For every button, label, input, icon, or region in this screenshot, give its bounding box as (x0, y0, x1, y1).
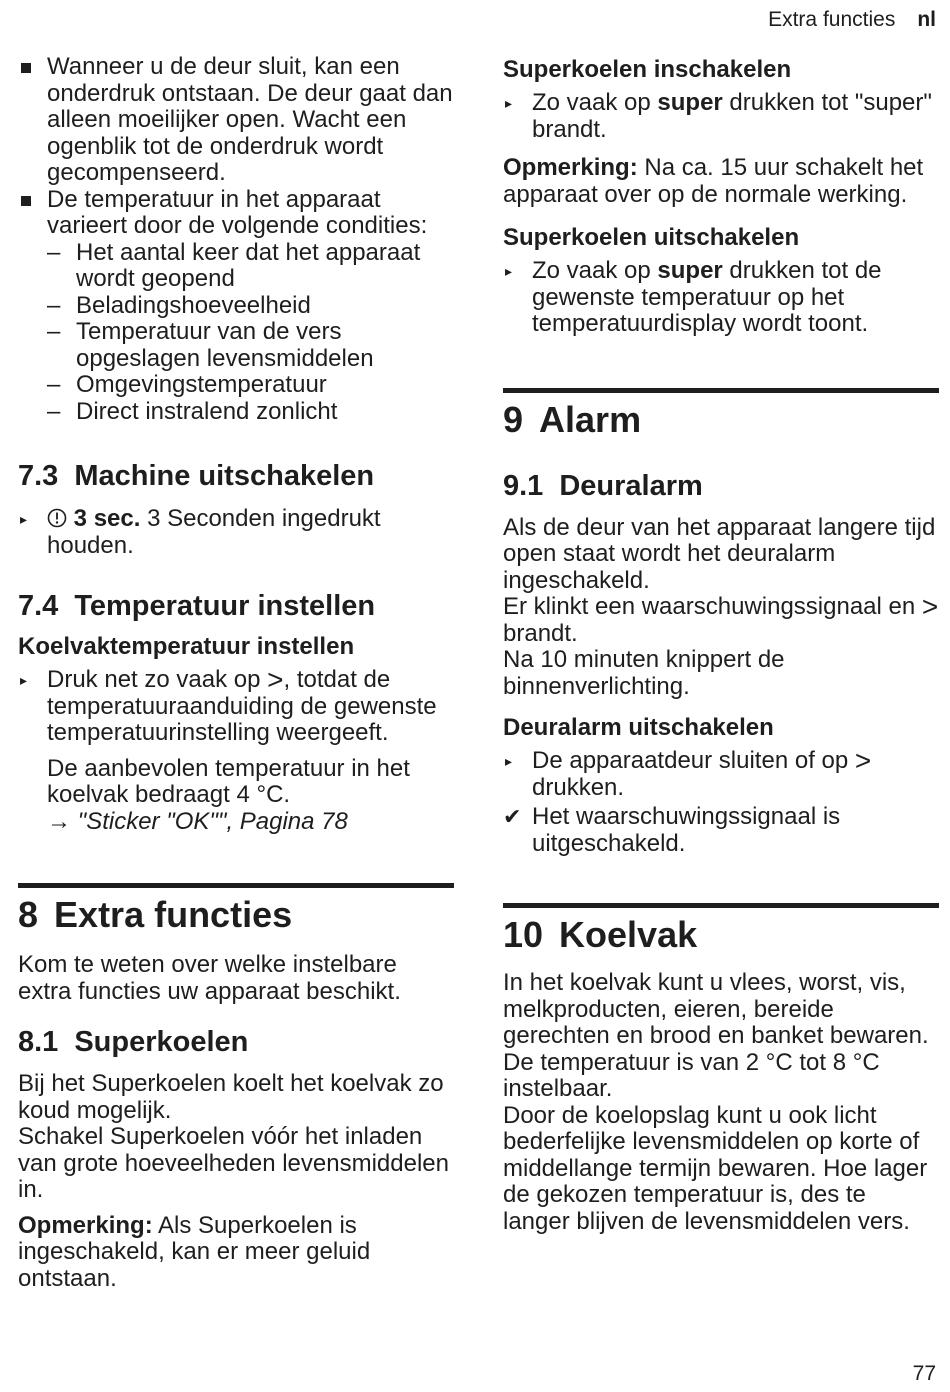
section-title: Temperatuur instellen (74, 590, 376, 622)
step-door-alarm-off (503, 745, 939, 801)
section-number: 7.4 (18, 590, 59, 622)
chevron-right-icon: > (267, 664, 284, 695)
recommended-temperature-note: De aanbevolen temperatuur in het koelvak bedraagt 4 °C. (47, 754, 410, 808)
paragraph: Na 10 minuten knippert de binnenverlichting. (503, 646, 785, 700)
step-switch-off (18, 506, 454, 559)
timer-icon (47, 508, 67, 528)
section-8-1-heading (18, 1025, 454, 1059)
note-label: Opmerking: (503, 154, 638, 181)
super-button-label: super (657, 257, 723, 284)
paragraph: Door de koelopslag kunt u ook licht bederfelijke levensmiddelen op korte of middellange termijn bewaren. Hoe lager de gekozen temperatuur is, des te langer blijven de levensmiddelen vers. (503, 1101, 928, 1235)
section-number: 9.1 (503, 469, 544, 502)
note-label: Opmerking: (18, 1211, 153, 1239)
triangle-step-icon: ▸ (20, 672, 28, 688)
chapter-title: Alarm (539, 398, 642, 440)
triangle-step-icon: ▸ (505, 753, 513, 769)
step-text: Druk net zo vaak op (47, 666, 268, 693)
conditions-list (18, 240, 454, 426)
chapter-title: Koelvak (559, 914, 698, 955)
chapter-10-heading (503, 903, 939, 956)
paragraph: De temperatuur is van 2 °C tot 8 °C instelbaar. (503, 1048, 880, 1102)
step-text: Zo vaak op (532, 89, 658, 116)
note-paragraph (18, 1213, 454, 1293)
section-9-1-heading (503, 469, 939, 503)
section-number: 7.3 (18, 460, 59, 492)
paragraph: In het koelvak kunt u vlees, worst, vis, melkproducten, eieren, bereide gerechten en brood en banket bewaren. (503, 969, 929, 1049)
chapter-title: Extra functies (54, 894, 293, 935)
step-superkoelen-off (503, 258, 939, 338)
paragraph-text: Er klinkt een waarschuwingssignaal en (503, 593, 922, 620)
step-text: , totdat de temperatuuraanduiding de gewenste temperatuurinstelling weergeeft. (47, 666, 437, 746)
step-text: De apparaatdeur sluiten of op (532, 747, 855, 774)
subheading-superkoelen-off: Superkoelen uitschakelen (503, 224, 800, 251)
page-number: 77 (912, 1362, 936, 1385)
note-paragraph (503, 155, 939, 208)
list-item: – Beladingshoeveelheid (47, 293, 454, 320)
step-text: drukken tot de gewenste temperatuur op het temperatuurdisplay wordt toont. (532, 257, 882, 337)
section-number: 8.1 (18, 1026, 59, 1058)
paragraph: Schakel Superkoelen vóór het inladen van grote hoeveelheden levensmiddelen in. (18, 1123, 449, 1203)
note-text: Als Superkoelen is ingeschakeld, kan er meer geluid ontstaan. (18, 1211, 371, 1292)
step-text: drukken tot "super" brandt. (532, 89, 932, 143)
chapter-number: 8 (18, 894, 39, 935)
chevron-right-icon: > (921, 591, 939, 622)
super-button-label: super (657, 89, 723, 116)
step-result (503, 804, 939, 857)
section-title: Deuralarm (559, 469, 703, 502)
result-text: Het waarschuwingssignaal is uitgeschakeld. (532, 803, 841, 857)
chapter-9-heading (503, 388, 939, 441)
list-item: Wanneer u de deur sluit, kan een onderdruk ontstaan. De deur gaat dan alleen moeilijker open. Wacht een ogenblik tot de onderdruk wordt gecompenseerd. (18, 54, 454, 187)
paragraph: Als de deur van het apparaat langere tijd open staat wordt het deuralarm ingeschakeld. (503, 513, 936, 594)
section-7-3-heading (18, 459, 454, 493)
cross-reference-link[interactable]: → "Sticker "OK"", Pagina 78 (47, 807, 348, 835)
chapter-number: 10 (503, 914, 544, 955)
triangle-step-icon: ▸ (505, 95, 513, 111)
step-text: 3 Seconden ingedrukt houden. (47, 505, 381, 559)
paragraph (503, 591, 939, 647)
note-text: Na ca. 15 uur schakelt het apparaat over op de normale werking. (503, 154, 924, 208)
bullet-list (18, 54, 454, 240)
list-item: – Het aantal keer dat het apparaat wordt geopend (47, 240, 454, 293)
section-title: Superkoelen (74, 1026, 249, 1058)
paragraph-text: brandt. (503, 619, 578, 647)
left-column (18, 54, 454, 1292)
checkmark-icon: ✔ (503, 804, 522, 829)
right-column (503, 56, 939, 1235)
section-title: Machine uitschakelen (74, 460, 375, 492)
running-header-language: nl (917, 8, 936, 31)
step-superkoelen-on (503, 90, 939, 143)
chapter-8-heading (18, 883, 454, 936)
list-item: De temperatuur in het apparaat varieert door de volgende condities: (18, 187, 454, 240)
subheading-door-alarm-off: Deuralarm uitschakelen (503, 714, 774, 741)
chevron-right-icon: > (854, 745, 872, 776)
step-set-temperature (18, 664, 454, 747)
list-item: – Direct instralend zonlicht (47, 399, 454, 426)
subheading-fridge-temperature: Koelvaktemperatuur instellen (18, 633, 355, 660)
subheading-superkoelen-on: Superkoelen inschakelen (503, 56, 792, 83)
paragraph: Bij het Superkoelen koelt het koelvak zo koud mogelijk. (18, 1070, 444, 1124)
list-item: – Omgevingstemperatuur (47, 372, 454, 399)
chapter-intro: Kom te weten over welke instelbare extra functies uw apparaat beschikt. (18, 951, 401, 1005)
triangle-step-icon: ▸ (505, 263, 513, 279)
duration-label: 3 sec. (73, 505, 141, 532)
step-text: Zo vaak op (532, 257, 658, 284)
chapter-number: 9 (503, 398, 524, 440)
section-7-4-heading (18, 589, 454, 623)
list-item: – Temperatuur van de vers opgeslagen levensmiddelen (47, 319, 454, 372)
running-header (768, 8, 936, 32)
running-header-section: Extra functies (768, 8, 896, 31)
triangle-step-icon: ▸ (20, 511, 28, 527)
step-text: drukken. (532, 773, 625, 801)
